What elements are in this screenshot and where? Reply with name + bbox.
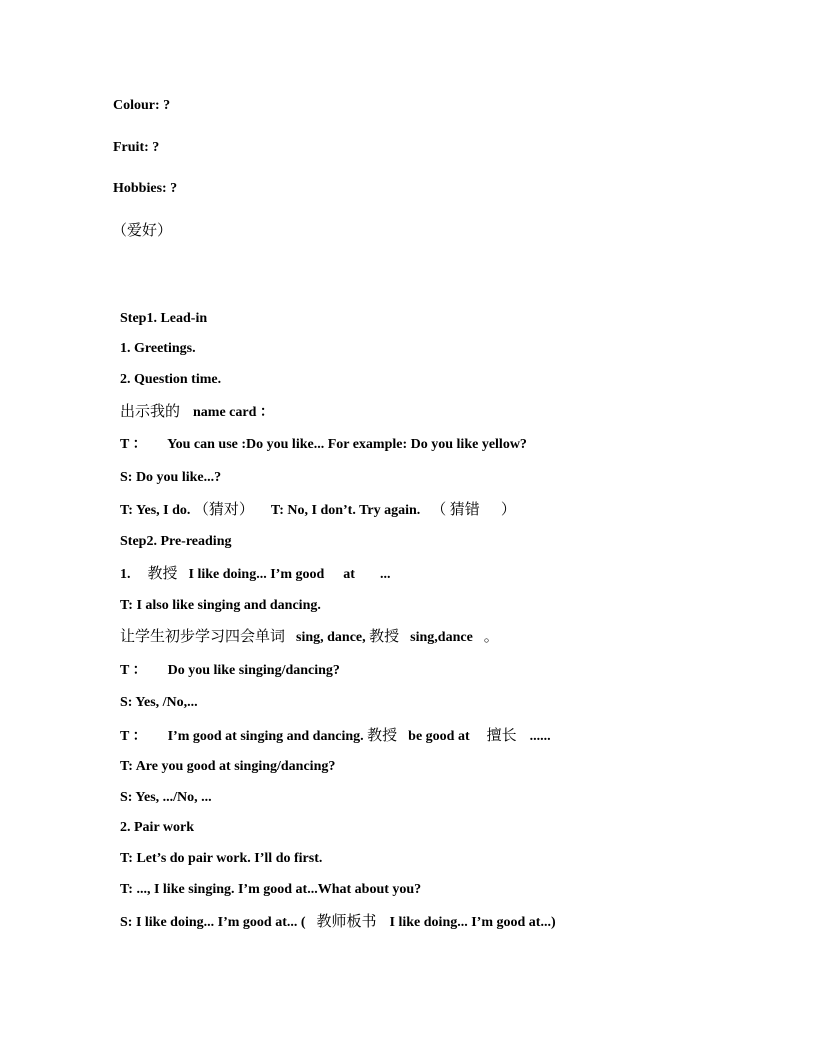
s-yes-no2-line: S: Yes, .../No, ... [120,790,212,805]
t-label: T ： [120,663,147,678]
t-good-phrase: be good at [408,729,470,744]
fruit-line: Fruit: ? [113,140,160,155]
show-card-line [120,403,274,421]
greetings-line: 1. Greetings. [120,341,196,356]
colour-line: Colour: ? [113,98,171,113]
guess-right: （猜对） [193,500,254,518]
t-yes: T: Yes, I do. [120,503,191,518]
s-reply: S: I like doing... I’m good at... ( [120,915,306,930]
board-text: I like doing... I’m good at...) [389,915,556,930]
t-good-dots: ...... [529,729,551,744]
t-yes-no-line [120,501,516,519]
t-label: T ： [120,437,147,452]
item1-num: 1. [120,567,131,582]
t-use-text: You can use :Do you like... For example: Do you like yellow? [167,437,527,452]
t-question-text: Do you like singing/dancing? [167,663,340,678]
board-cn: 教师板书 [316,912,377,930]
question-time-line: 2. Question time. [120,372,222,387]
learn-teach-cn: 教授 [369,627,400,645]
item1-at: at [343,567,355,582]
learn-cn: 让学生初步学习四会单词 [120,627,286,645]
s-reply-line [120,913,556,931]
t-example-line: T: ..., I like singing. I’m good at...What about you? [120,882,422,897]
t-good-text: I’m good at singing and dancing. [167,729,364,744]
hobbies-note: （爱好） [112,221,173,239]
show-card-en: name card ： [193,405,274,420]
step2-item1-line [120,565,390,583]
s-do-you-like-line: S: Do you like...? [120,470,222,485]
s-yes-no-line: S: Yes, /No,... [120,695,198,710]
learn-words-line [120,628,499,646]
t-also-line: T: I also like singing and dancing. [120,598,321,613]
guess-wrong: 猜错 [449,500,480,518]
t-are-you-line: T: Are you good at singing/dancing? [120,759,336,774]
t-good-meaning-cn: 擅长 [486,726,517,744]
learn-words2: sing,dance [410,630,473,645]
t-good-teach-cn: 教授 [367,726,398,744]
guess-wrong-close: ） [500,500,516,518]
t-question-line [120,663,340,679]
t-lets-line: T: Let’s do pair work. I’ll do first. [120,851,323,866]
show-card-cn: 出示我的 [120,402,181,420]
pair-work-line: 2. Pair work [120,820,195,835]
step1-title: Step1. Lead-in [120,311,208,326]
t-label: T ： [120,729,147,744]
t-no: T: No, I don’t. Try again. [270,503,421,518]
hobbies-line: Hobbies: ? [113,181,178,196]
learn-words: sing, dance, [296,630,366,645]
item1-text: I like doing... I’m good [188,567,325,582]
t-good-at-line [120,727,551,745]
teach-cn: 教授 [147,564,178,582]
learn-end: 。 [483,627,499,645]
t-use-line [120,437,527,453]
item1-dots: ... [379,567,391,582]
guess-wrong-open: （ [431,500,447,518]
step2-title: Step2. Pre-reading [120,534,232,549]
